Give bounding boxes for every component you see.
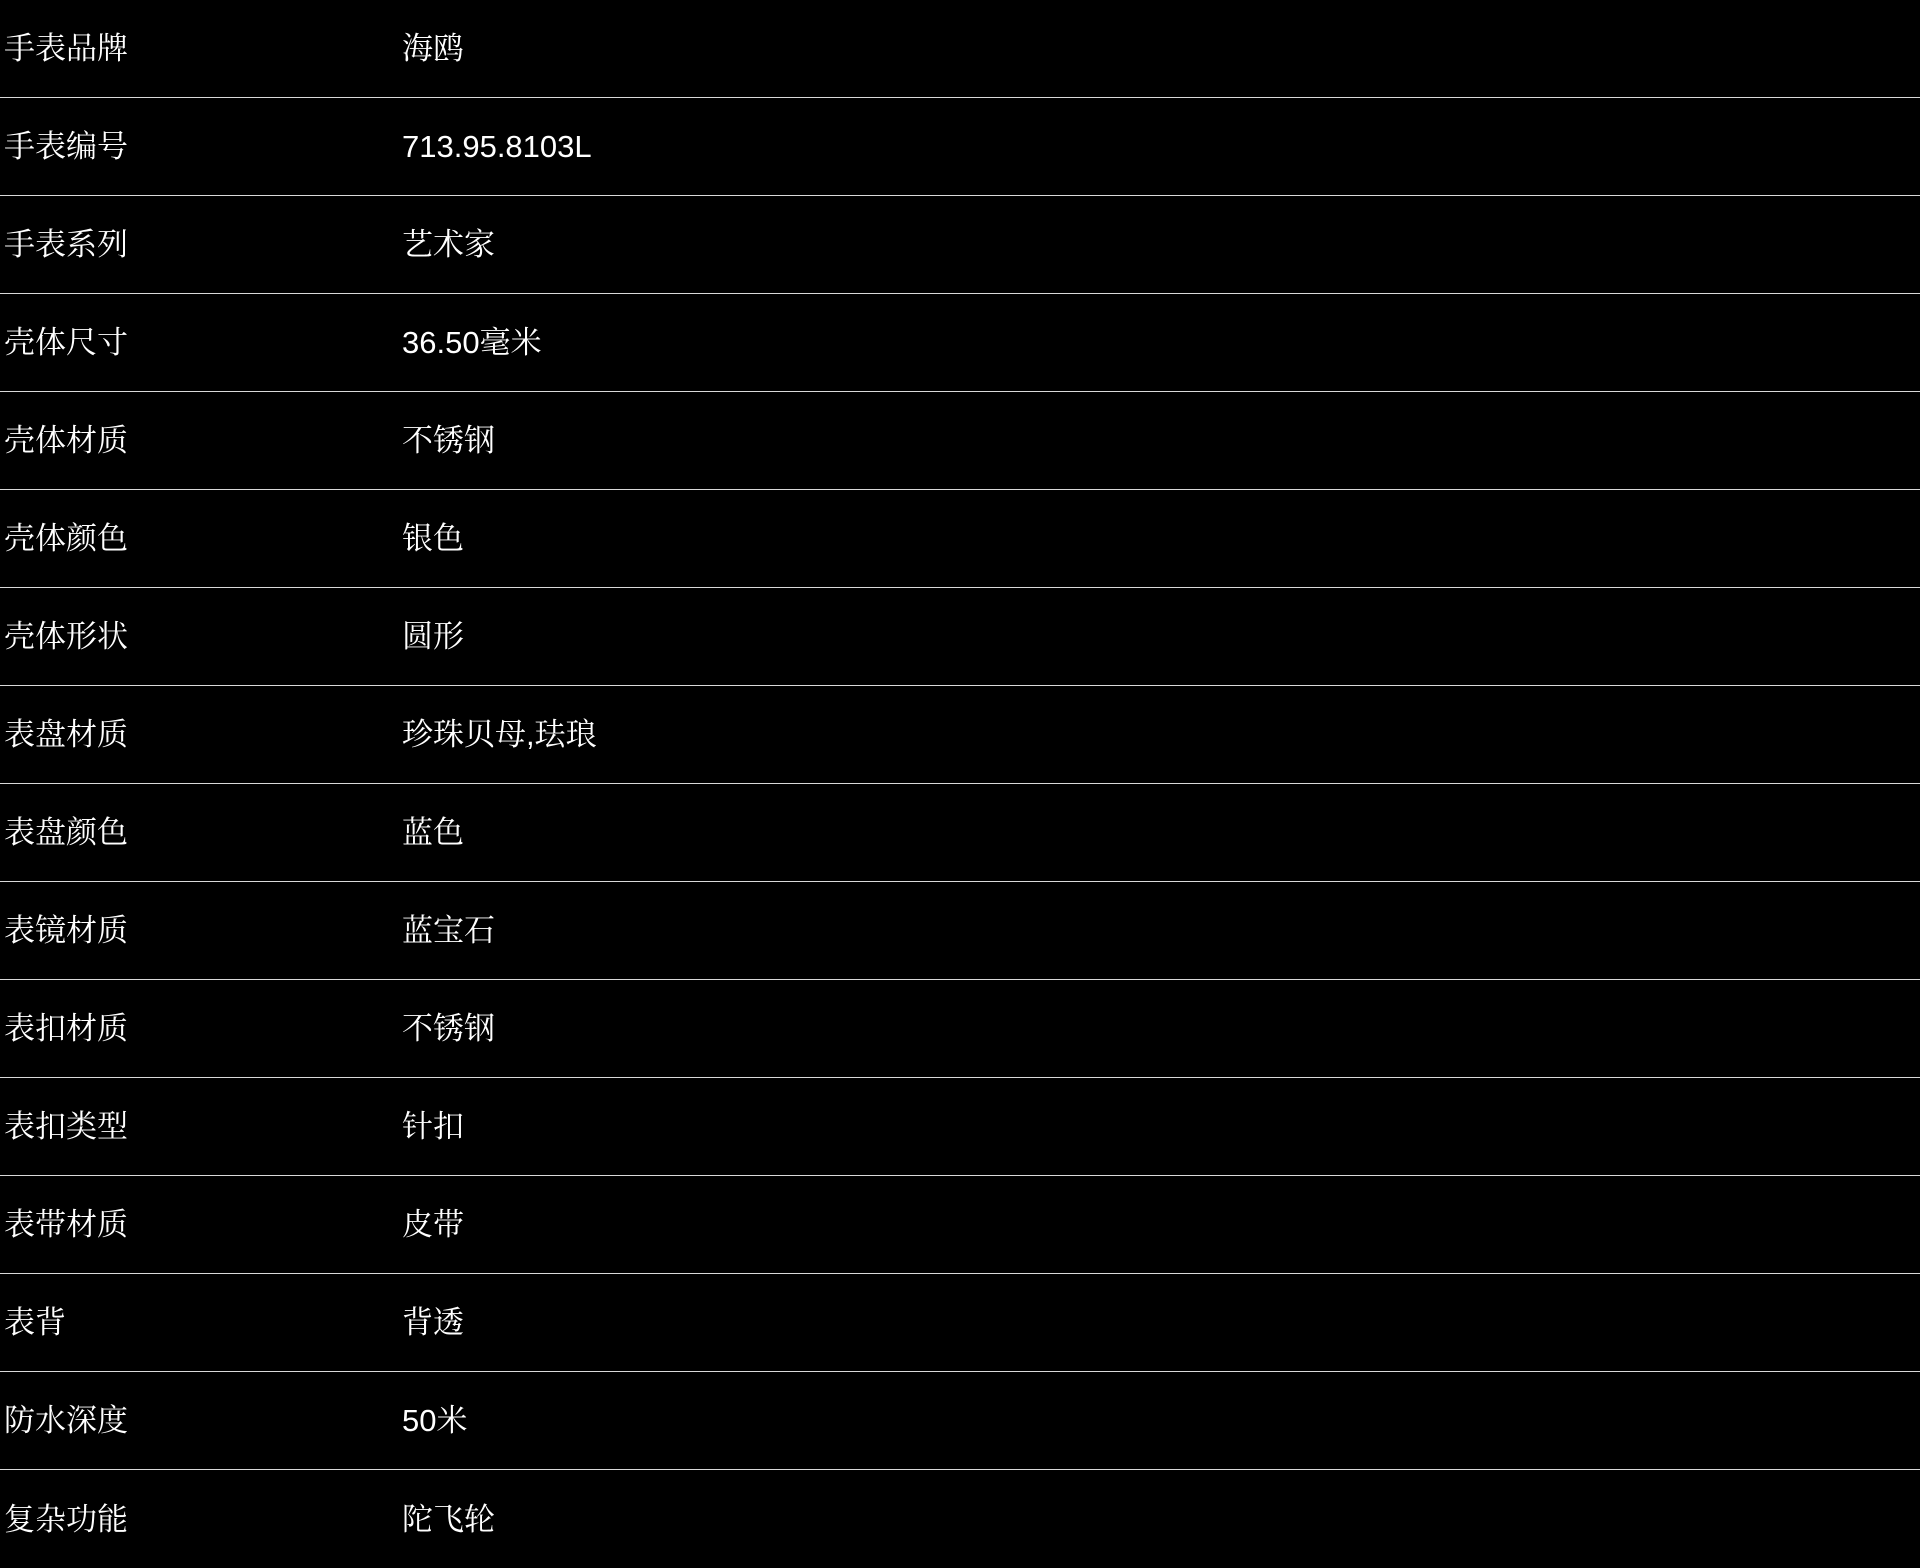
spec-row-crystal-material [0, 882, 1920, 980]
spec-label: 复杂功能 [4, 1501, 128, 1537]
spec-value: 艺术家 [402, 227, 495, 262]
spec-label: 壳体形状 [4, 619, 128, 654]
spec-value: 50米 [402, 1403, 468, 1438]
spec-value: 针扣 [402, 1109, 464, 1144]
spec-value: 皮带 [402, 1207, 464, 1242]
spec-label: 表扣材质 [4, 1011, 128, 1046]
spec-row-case-size [0, 294, 1920, 392]
spec-value: 不锈钢 [402, 423, 495, 458]
spec-row-strap-material [0, 1176, 1920, 1274]
spec-label: 壳体材质 [4, 423, 128, 458]
spec-label: 手表品牌 [4, 31, 128, 66]
spec-value: 713.95.8103L [402, 129, 592, 164]
spec-value: 蓝宝石 [402, 913, 495, 948]
spec-row-model-number [0, 98, 1920, 196]
spec-value: 背透 [402, 1305, 464, 1340]
spec-row-clasp-type [0, 1078, 1920, 1176]
spec-label: 壳体尺寸 [4, 325, 128, 360]
spec-row-case-back [0, 1274, 1920, 1372]
spec-value: 圆形 [402, 619, 464, 654]
spec-label: 表扣类型 [4, 1109, 128, 1144]
spec-label: 表盘材质 [4, 717, 128, 752]
spec-label: 壳体颜色 [4, 521, 128, 556]
spec-row-complications [0, 1470, 1920, 1568]
spec-value: 银色 [402, 521, 464, 556]
spec-label: 手表编号 [4, 129, 128, 164]
spec-row-clasp-material [0, 980, 1920, 1078]
spec-value: 陀飞轮 [402, 1501, 495, 1537]
spec-row-case-shape [0, 588, 1920, 686]
spec-value: 不锈钢 [402, 1011, 495, 1046]
spec-row-brand [0, 0, 1920, 98]
spec-row-series [0, 196, 1920, 294]
spec-label: 手表系列 [4, 227, 128, 262]
spec-row-dial-material [0, 686, 1920, 784]
spec-row-water-resistance [0, 1372, 1920, 1470]
spec-value: 36.50毫米 [402, 325, 542, 360]
spec-value: 蓝色 [402, 815, 464, 850]
spec-value: 海鸥 [402, 31, 464, 66]
spec-row-dial-color [0, 784, 1920, 882]
spec-label: 表镜材质 [4, 913, 128, 948]
spec-label: 表背 [4, 1305, 66, 1340]
spec-label: 表盘颜色 [4, 815, 128, 850]
spec-row-case-color [0, 490, 1920, 588]
spec-label: 表带材质 [4, 1207, 128, 1242]
spec-value: 珍珠贝母,珐琅 [402, 717, 597, 752]
spec-label: 防水深度 [4, 1403, 128, 1438]
spec-row-case-material [0, 392, 1920, 490]
